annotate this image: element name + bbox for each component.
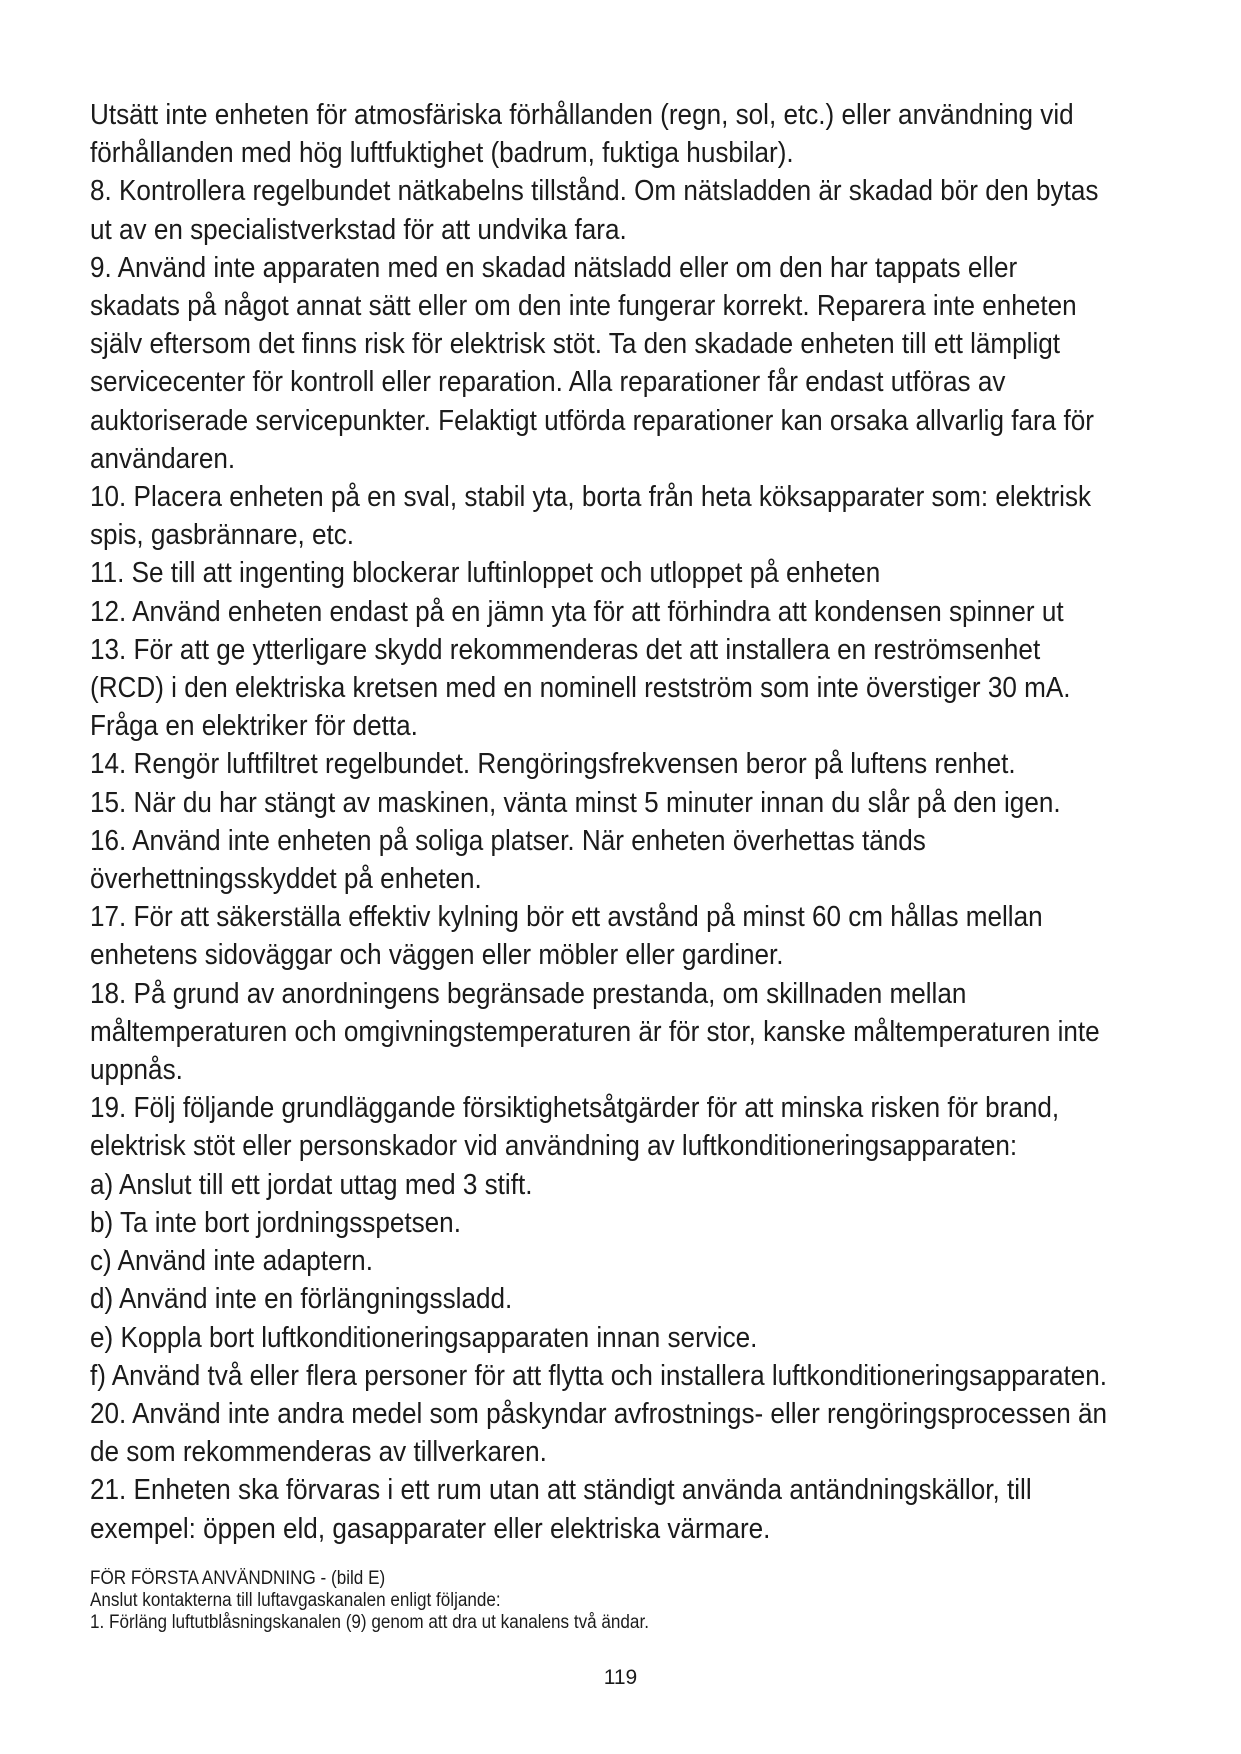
paragraph-item-19d: d) Använd inte en förlängningssladd. — [90, 1283, 513, 1316]
paragraph-item-19a: a) Anslut till ett jordat uttag med 3 stift. — [90, 1168, 533, 1201]
paragraph-item-18: 18. På grund av anordningens begränsade prestanda, om skillnaden mellan måltemperaturen och omgivningstemperaturen är för stor, kanske måltemperaturen inte uppnås. — [90, 977, 1100, 1087]
section-heading: FÖR FÖRSTA ANVÄNDNING - (bild E) — [90, 1568, 386, 1589]
main-text-block — [90, 96, 1170, 1548]
section-intro: Anslut kontakterna till luftavgaskanalen enligt följande: — [90, 1590, 501, 1611]
paragraph-item-20: 20. Använd inte andra medel som påskyndar avfrostnings- eller rengöringsprocessen än de som rekommenderas av tillverkaren. — [90, 1397, 1108, 1469]
paragraph-item-21: 21. Enheten ska förvaras i ett rum utan att ständigt använda antändningskällor, till exempel: öppen eld, gasapparater eller elektriska värmare. — [90, 1474, 1032, 1545]
paragraph-item-9: 9. Använd inte apparaten med en skadad nätsladd eller om den har tappats eller skadats på något annat sätt eller om den inte fungerar korrekt. Reparera inte enheten själv eftersom det finns risk för elektrisk stöt. Ta den skadade enheten till ett lämpligt servicecenter för kontroll eller reparation. Alla reparationer får endast utföras av auktoriserade servicepunkter. Felaktigt utförda reparationer kan orsaka allvarlig fara för användaren. — [90, 251, 1094, 475]
paragraph-item-19c: c) Använd inte adaptern. — [90, 1245, 373, 1278]
paragraph-item-16: 16. Använd inte enheten på soliga platser. När enheten överhettas tänds överhettningsskyddet på enheten. — [90, 824, 926, 896]
first-use-section — [90, 1568, 1080, 1634]
paragraph-item-10: 10. Placera enheten på en sval, stabil yta, borta från heta köksapparater som: elektrisk spis, gasbrännare, etc. — [90, 481, 1092, 552]
page-number: 119 — [603, 1666, 638, 1689]
paragraph-item-8: 8. Kontrollera regelbundet nätkabelns tillstånd. Om nätsladden är skadad bör den bytas ut av en specialistverkstad för att undvika fara. — [90, 175, 1099, 246]
paragraph-item-19e: e) Koppla bort luftkonditioneringsapparaten innan service. — [90, 1321, 758, 1354]
paragraph-item-17: 17. För att säkerställa effektiv kylning bör ett avstånd på minst 60 cm hållas mellan enhetens sidoväggar och väggen eller möbler eller gardiner. — [90, 901, 1043, 972]
section-step-1: 1. Förläng luftutblåsningskanalen (9) genom att dra ut kanalens två ändar. — [90, 1612, 649, 1633]
paragraph-item-19b: b) Ta inte bort jordningsspetsen. — [90, 1206, 461, 1239]
paragraph-item-13: 13. För att ge ytterligare skydd rekommenderas det att installera en reströmsenhet (RCD) i den elektriska kretsen med en nominell restström som inte överstiger 30 mA. Fråga en elektriker för detta. — [90, 633, 1071, 743]
paragraph-item-12: 12. Använd enheten endast på en jämn yta för att förhindra att kondensen spinner ut — [90, 595, 1064, 628]
document-page — [90, 96, 1170, 1548]
paragraph-item-19: 19. Följ följande grundläggande försiktighetsåtgärder för att minska risken för brand, elektrisk stöt eller personskador vid användning av luftkonditioneringsapparaten: — [90, 1092, 1060, 1163]
paragraph-item-19f: f) Använd två eller flera personer för att flytta och installera luftkonditioneringsapparaten. — [90, 1359, 1108, 1392]
paragraph-item-15: 15. När du har stängt av maskinen, vänta minst 5 minuter innan du slår på den igen. — [90, 786, 1061, 819]
paragraph-item-11: 11. Se till att ingenting blockerar luftinloppet och utloppet på enheten — [90, 557, 881, 590]
paragraph-item-14: 14. Rengör luftfiltret regelbundet. Rengöringsfrekvensen beror på luftens renhet. — [90, 748, 1016, 781]
paragraph-atmospheric-warning: Utsätt inte enheten för atmosfäriska förhållanden (regn, sol, etc.) eller användning vid förhållanden med hög luftfuktighet (badrum, fuktiga husbilar). — [90, 99, 1074, 170]
